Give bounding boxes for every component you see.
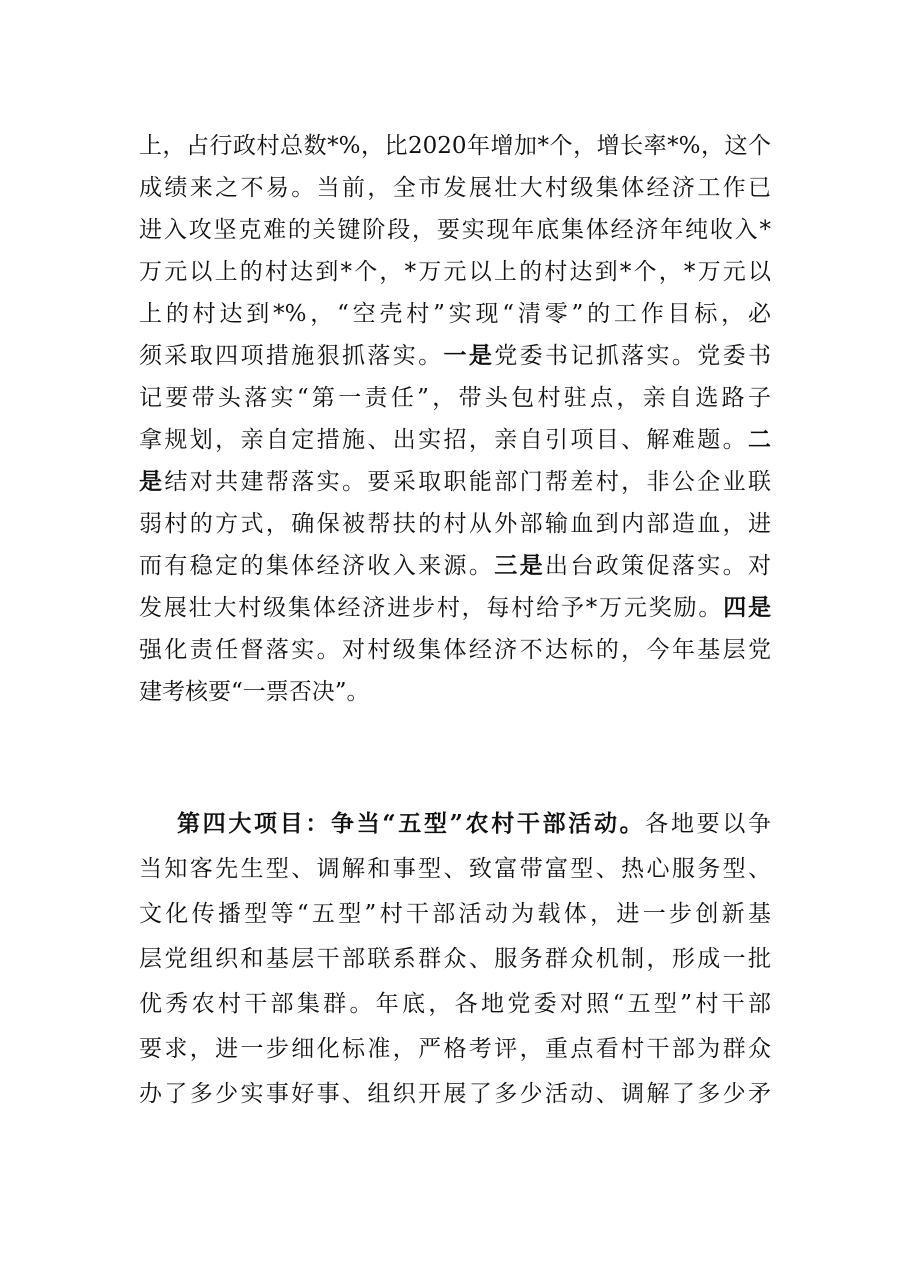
text-run: 上的村达到*%，“空壳村”实现“清零”的工作目标，必 xyxy=(139,301,771,327)
text-line xyxy=(139,506,771,542)
text-line xyxy=(139,422,771,458)
text-line xyxy=(139,338,771,374)
text-run: 成绩来之不易。当前，全市发展壮大村级集体经济工作已 xyxy=(139,175,771,201)
section-heading: 第四大项目：争当“五型”农村干部活动。 xyxy=(177,810,646,837)
text-run: 弱村的方式，确保被帮扶的村从外部输血到内部造血，进 xyxy=(139,511,771,537)
text-line xyxy=(139,1076,771,1112)
text-line xyxy=(139,254,771,290)
text-run: 万元以上的村达到*个，*万元以上的村达到*个，*万元以 xyxy=(139,259,771,285)
emphasis-label: 四是 xyxy=(723,594,772,621)
text-run: 而有稳定的集体经济收入来源。 xyxy=(139,553,495,579)
text-run: 结对共建帮落实。要采取职能部门帮差村，非公企业联 xyxy=(164,469,771,495)
text-line xyxy=(139,1031,771,1067)
text-line xyxy=(139,212,771,248)
emphasis-label: 是 xyxy=(139,468,165,495)
text-line xyxy=(139,464,771,500)
text-line xyxy=(139,941,771,977)
text-run: 发展壮大村级集体经济进步村，每村给予*万元奖励。 xyxy=(139,595,724,621)
text-line xyxy=(139,296,771,332)
text-line xyxy=(139,674,771,710)
text-line xyxy=(139,548,771,584)
text-run: 各地要以争 xyxy=(645,811,771,837)
text-run: 上，占行政村总数*%，比2020年增加*个，增长率*%，这个 xyxy=(139,133,771,159)
text-run: 记要带头落实“第一责任”，带头包村驻点，亲自选路子 xyxy=(139,385,771,411)
text-line xyxy=(139,170,771,206)
text-run: 须采取四项措施狠抓落实。 xyxy=(139,343,444,369)
text-run: 出台政策促落实。对 xyxy=(545,553,771,579)
text-run: 层党组织和基层干部联系群众、服务群众机制，形成一批 xyxy=(139,946,771,972)
text-line xyxy=(139,380,771,416)
text-line xyxy=(139,590,771,626)
text-line xyxy=(139,896,771,932)
text-line xyxy=(139,986,771,1022)
text-line xyxy=(139,128,771,164)
text-run: 建考核要“一票否决”。 xyxy=(139,679,370,705)
text-run: 要求，进一步细化标准，严格考评，重点看村干部为群众 xyxy=(139,1036,771,1062)
text-run: 优秀农村干部集群。年底，各地党委对照“五型”村干部 xyxy=(139,991,771,1017)
text-run: 办了多少实事好事、组织开展了多少活动、调解了多少矛 xyxy=(139,1081,771,1107)
text-run: 文化传播型等“五型”村干部活动为载体，进一步创新基 xyxy=(139,901,771,927)
text-line xyxy=(177,806,771,842)
text-line xyxy=(139,632,771,668)
text-line xyxy=(139,851,771,887)
text-run: 党委书记抓落实。党委书 xyxy=(494,343,771,369)
text-run: 进入攻坚克难的关键阶段，要实现年底集体经济年纯收入* xyxy=(139,217,771,243)
text-run: 当知客先生型、调解和事型、致富带富型、热心服务型、 xyxy=(139,856,771,882)
emphasis-label: 二 xyxy=(748,426,771,453)
text-run: 拿规划，亲自定措施、出实招，亲自引项目、解难题。 xyxy=(139,427,748,453)
emphasis-label: 三是 xyxy=(494,552,545,579)
text-run: 强化责任督落实。对村级集体经济不达标的，今年基层党 xyxy=(139,637,771,663)
emphasis-label: 一是 xyxy=(443,342,495,369)
